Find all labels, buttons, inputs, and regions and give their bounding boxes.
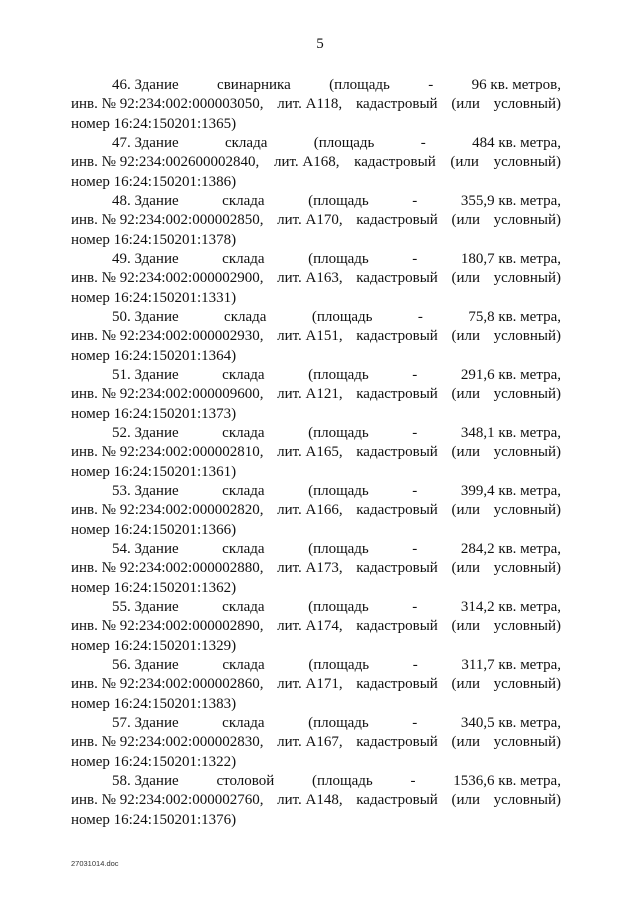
item-cadastral-number: номер 16:24:150201:1329): [71, 637, 237, 654]
item-word: кадастровый: [356, 386, 438, 403]
item-word: -: [412, 657, 418, 673]
item-word: (площадь: [308, 251, 369, 267]
list-item: [71, 424, 561, 482]
item-word: 180,7 кв. метра,: [460, 251, 561, 267]
list-item: [71, 366, 561, 424]
item-word: 54. Здание: [112, 541, 179, 557]
item-word: 47. Здание: [112, 135, 179, 151]
item-word: (площадь: [308, 541, 369, 557]
item-word: склада: [224, 309, 267, 325]
item-word: лит. А151,: [277, 328, 343, 345]
item-cadastral-number: номер 16:24:150201:1361): [71, 463, 237, 480]
item-word: лит. А121,: [277, 386, 343, 403]
item-word: -: [417, 309, 423, 325]
page-number: 5: [316, 36, 324, 52]
item-inventory-line: [71, 559, 561, 578]
item-word: (площадь: [311, 309, 373, 325]
item-word: 48. Здание: [112, 193, 179, 209]
item-word: склада: [222, 367, 265, 383]
item-word: кадастровый: [356, 444, 438, 461]
item-word: (или: [451, 328, 480, 345]
item-word: условный): [493, 560, 561, 577]
item-word: -: [412, 715, 418, 731]
item-word: (площадь: [308, 425, 369, 441]
item-word: 52. Здание: [112, 425, 179, 441]
list-item: [71, 482, 561, 540]
item-word: инв. № 92:234:002:000002850,: [71, 212, 264, 229]
item-word: инв. № 92:234:002:000002930,: [71, 328, 264, 345]
item-word: лит. А174,: [277, 618, 343, 635]
item-word: условный): [493, 734, 561, 751]
item-cadastral-number: номер 16:24:150201:1376): [71, 811, 237, 828]
item-heading-line: [71, 366, 561, 385]
item-word: 348,1 кв. метра,: [460, 425, 561, 441]
item-word: условный): [493, 386, 561, 403]
item-word: (площадь: [308, 657, 370, 673]
list-item: [71, 308, 561, 366]
item-word: -: [428, 77, 434, 93]
item-word: 57. Здание: [112, 715, 179, 731]
item-word: (или: [451, 444, 480, 461]
item-word: условный): [493, 154, 561, 171]
item-word: кадастровый: [356, 618, 438, 635]
item-word: -: [412, 193, 418, 209]
item-word: инв. № 92:234:002:000002820,: [71, 502, 264, 519]
item-word: инв. № 92:234:002:000002880,: [71, 560, 264, 577]
item-cadastral-number: номер 16:24:150201:1322): [71, 753, 237, 770]
item-word: лит. А165,: [277, 444, 343, 461]
list-item: [71, 192, 561, 250]
item-word: инв. № 92:234:002:000002900,: [71, 270, 264, 287]
item-word: кадастровый: [356, 328, 438, 345]
item-cadastral-number: номер 16:24:150201:1383): [71, 695, 237, 712]
item-word: 314,2 кв. метра,: [460, 599, 561, 615]
item-word: (площадь: [308, 483, 369, 499]
item-word: инв. № 92:234:002:000002760,: [71, 792, 264, 809]
list-item: [71, 598, 561, 656]
item-word: 311,7 кв. метра,: [461, 657, 561, 673]
item-word: лит. А166,: [277, 502, 343, 519]
item-word: склада: [222, 425, 265, 441]
item-word: условный): [493, 618, 561, 635]
item-word: 75,8 кв. метра,: [468, 309, 561, 325]
item-word: -: [412, 541, 418, 557]
item-heading-line: [71, 308, 561, 327]
item-cadastral-number: номер 16:24:150201:1362): [71, 579, 237, 596]
item-word: лит. А171,: [277, 676, 343, 693]
list-item: [71, 714, 561, 772]
list-item: [71, 76, 561, 134]
list-item: [71, 540, 561, 598]
item-inventory-line: [71, 791, 561, 810]
item-heading-line: [71, 76, 561, 95]
item-word: -: [410, 773, 416, 789]
file-name-footer: 27031014.doc: [71, 859, 119, 868]
item-inventory-line: [71, 385, 561, 404]
item-word: кадастровый: [354, 154, 436, 171]
item-word: (площадь: [312, 773, 373, 789]
item-heading-line: [71, 714, 561, 733]
item-word: кадастровый: [356, 560, 438, 577]
item-word: инв. № 92:234:002:000002860,: [71, 676, 264, 693]
item-word: (или: [451, 502, 480, 519]
item-word: условный): [493, 502, 561, 519]
item-word: (или: [451, 560, 480, 577]
item-word: условный): [493, 96, 561, 113]
item-word: 484 кв. метра,: [472, 135, 561, 151]
item-word: условный): [493, 792, 561, 809]
item-word: инв. № 92:234:002600002840,: [71, 154, 260, 171]
item-word: склада: [224, 135, 268, 151]
item-word: условный): [493, 212, 561, 229]
item-heading-line: [71, 772, 561, 791]
item-word: -: [412, 425, 418, 441]
item-word: кадастровый: [356, 676, 438, 693]
list-item: [71, 772, 561, 830]
item-word: 53. Здание: [112, 483, 179, 499]
item-word: 55. Здание: [112, 599, 179, 615]
item-word: (или: [451, 212, 480, 229]
item-word: кадастровый: [356, 734, 438, 751]
item-inventory-line: [71, 675, 561, 694]
item-word: 284,2 кв. метра,: [460, 541, 561, 557]
item-word: условный): [493, 444, 561, 461]
item-heading-line: [71, 250, 561, 269]
item-word: 58. Здание: [112, 773, 179, 789]
item-word: склада: [222, 251, 265, 267]
item-word: (или: [450, 154, 479, 171]
item-word: 355,9 кв. метра,: [460, 193, 561, 209]
item-word: 51. Здание: [112, 367, 179, 383]
item-word: 1536,6 кв. метра,: [453, 773, 561, 789]
item-inventory-line: [71, 211, 561, 230]
list-item: [71, 250, 561, 308]
item-word: инв. № 92:234:002:000002830,: [71, 734, 264, 751]
item-word: (или: [451, 734, 480, 751]
item-word: условный): [493, 270, 561, 287]
item-word: 96 кв. метров,: [471, 77, 561, 93]
item-cadastral-number: номер 16:24:150201:1373): [71, 405, 237, 422]
item-word: (или: [451, 270, 480, 287]
item-word: 399,4 кв. метра,: [460, 483, 561, 499]
item-word: (площадь: [308, 715, 369, 731]
item-word: 50. Здание: [112, 309, 179, 325]
item-word: 49. Здание: [112, 251, 179, 267]
item-word: кадастровый: [356, 212, 438, 229]
item-word: 291,6 кв. метра,: [460, 367, 561, 383]
item-cadastral-number: номер 16:24:150201:1364): [71, 347, 237, 364]
item-word: (площадь: [313, 135, 375, 151]
item-word: инв. № 92:234:002:000002810,: [71, 444, 264, 461]
item-word: -: [412, 367, 418, 383]
item-word: (площадь: [308, 599, 369, 615]
item-word: инв. № 92:234:002:000002890,: [71, 618, 264, 635]
item-inventory-line: [71, 443, 561, 462]
item-word: (или: [451, 96, 480, 113]
item-word: кадастровый: [356, 502, 438, 519]
item-cadastral-number: номер 16:24:150201:1331): [71, 289, 237, 306]
item-word: (или: [451, 676, 480, 693]
item-word: склада: [222, 541, 265, 557]
item-word: инв. № 92:234:002:000003050,: [71, 96, 264, 113]
list-item: [71, 134, 561, 192]
item-word: инв. № 92:234:002:000009600,: [71, 386, 264, 403]
item-heading-line: [71, 482, 561, 501]
item-inventory-line: [71, 501, 561, 520]
item-word: склада: [222, 193, 265, 209]
item-word: кадастровый: [356, 792, 438, 809]
item-heading-line: [71, 134, 561, 153]
item-inventory-line: [71, 617, 561, 636]
item-word: склада: [222, 657, 265, 673]
item-word: кадастровый: [356, 270, 438, 287]
item-word: 340,5 кв. метра,: [460, 715, 561, 731]
item-cadastral-number: номер 16:24:150201:1365): [71, 115, 237, 132]
item-word: столовой: [216, 773, 275, 789]
item-cadastral-number: номер 16:24:150201:1386): [71, 173, 237, 190]
item-heading-line: [71, 540, 561, 559]
item-word: (площадь: [329, 77, 390, 93]
item-word: 46. Здание: [112, 77, 179, 93]
item-word: -: [412, 251, 418, 267]
item-cadastral-number: номер 16:24:150201:1366): [71, 521, 237, 538]
item-word: лит. А170,: [277, 212, 343, 229]
item-inventory-line: [71, 269, 561, 288]
item-word: лит. А148,: [277, 792, 343, 809]
item-word: условный): [493, 328, 561, 345]
item-inventory-line: [71, 153, 561, 172]
item-inventory-line: [71, 327, 561, 346]
item-word: (или: [451, 792, 480, 809]
item-word: (площадь: [308, 193, 369, 209]
item-word: (или: [451, 618, 480, 635]
item-word: склада: [222, 483, 265, 499]
list-item: [71, 656, 561, 714]
item-heading-line: [71, 424, 561, 443]
item-heading-line: [71, 656, 561, 675]
item-word: -: [420, 135, 426, 151]
item-word: 56. Здание: [112, 657, 179, 673]
item-word: лит. А167,: [277, 734, 343, 751]
item-inventory-line: [71, 733, 561, 752]
item-word: (площадь: [308, 367, 369, 383]
item-heading-line: [71, 598, 561, 617]
item-heading-line: [71, 192, 561, 211]
item-word: лит. А168,: [273, 154, 340, 171]
item-word: -: [412, 483, 418, 499]
item-word: склада: [222, 599, 265, 615]
item-word: -: [412, 599, 418, 615]
item-word: (или: [451, 386, 480, 403]
item-word: склада: [222, 715, 265, 731]
item-word: кадастровый: [355, 96, 438, 113]
item-word: условный): [493, 676, 561, 693]
item-cadastral-number: номер 16:24:150201:1378): [71, 231, 237, 248]
item-inventory-line: [71, 95, 561, 114]
item-word: лит. А173,: [277, 560, 343, 577]
item-list: [71, 76, 561, 830]
item-word: лит. А118,: [277, 96, 343, 113]
item-word: свинарника: [217, 77, 291, 93]
item-word: лит. А163,: [277, 270, 343, 287]
